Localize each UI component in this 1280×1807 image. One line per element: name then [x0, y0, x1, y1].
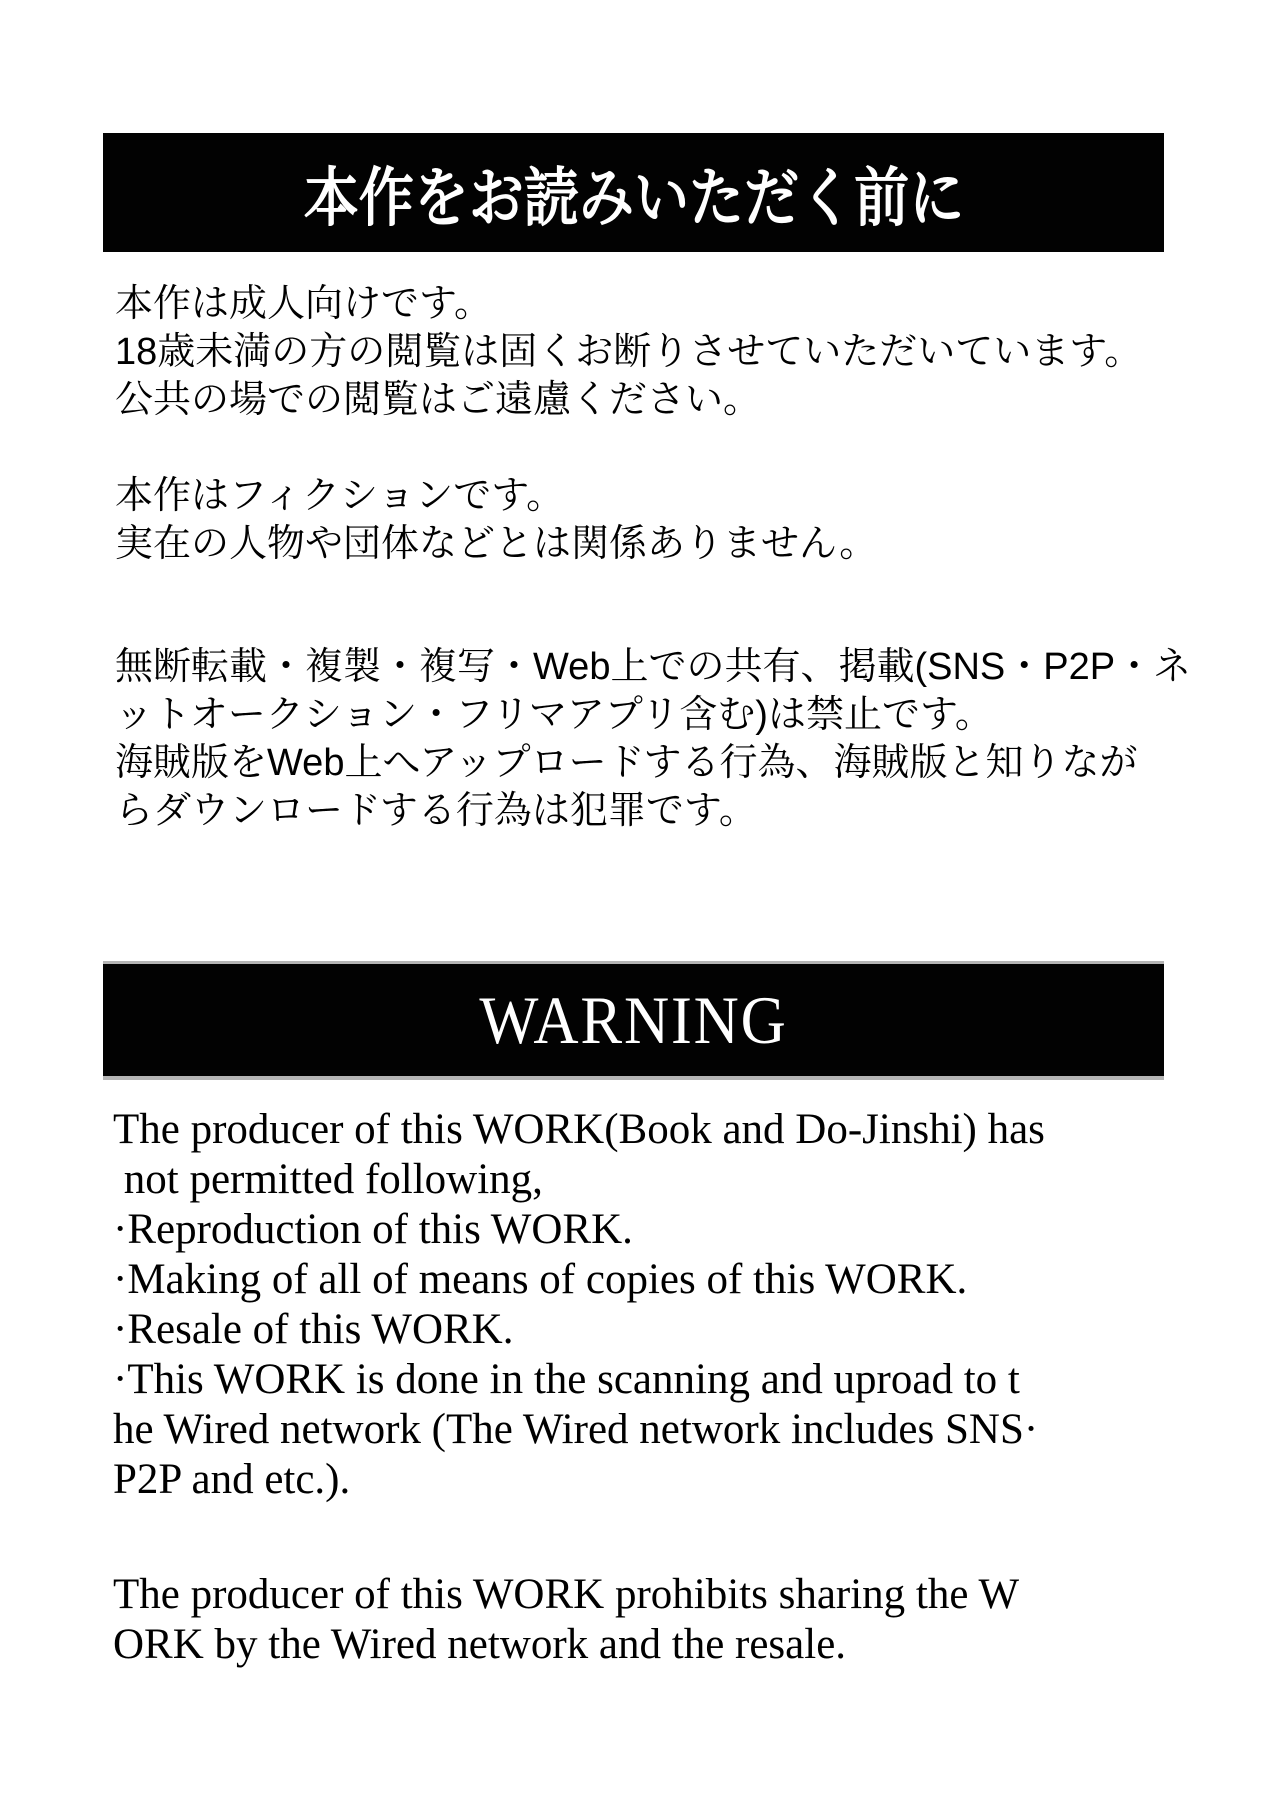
paragraph [115, 643, 1191, 835]
text-line: らダウンロードする行為は犯罪です。 [115, 790, 757, 832]
paragraph [113, 1570, 1045, 1670]
paragraph [115, 280, 1191, 424]
text-line: not permitted following, [113, 1156, 543, 1203]
text-line: 実在の人物や団体などとは関係ありません。 [115, 523, 878, 565]
text-line: 無断転載・複製・複写・Web上での共有、掲載(SNS・P2P・ネ [115, 646, 1192, 688]
text-line: P2P and etc.). [113, 1456, 351, 1503]
text-line: 公共の場での閲覧はご遠慮ください。 [115, 379, 762, 421]
text-line: 本作は成人向けです。 [115, 283, 492, 325]
text-line: 海賊版をWeb上へアップロードする行為、海賊版と知りなが [115, 742, 1138, 784]
paragraph [113, 1105, 1045, 1505]
text-line: ·Reproduction of this WORK. [113, 1206, 633, 1253]
jp-notice-text [115, 280, 1191, 883]
warning-banner-title: WARNING [479, 981, 788, 1058]
text-line: The producer of this WORK(Book and Do-Jinshi) has [113, 1106, 1045, 1153]
jp-notice-banner-title: 本作をお読みいただく前に [303, 161, 964, 234]
text-line: ·This WORK is done in the scanning and uproad to t [113, 1356, 1020, 1403]
text-line: ORK by the Wired network and the resale. [113, 1621, 847, 1668]
warning-banner [103, 961, 1164, 1080]
text-line: 本作はフィクションです。 [115, 475, 565, 517]
en-warning-text [113, 1105, 1045, 1735]
text-line: ットオークション・フリマアプリ含む)は禁止です。 [115, 694, 993, 736]
text-line: The producer of this WORK prohibits sharing the W [113, 1571, 1020, 1618]
text-line: 18歳未満の方の閲覧は固くお断りさせていただいています。 [115, 331, 1143, 373]
jp-notice-banner [103, 133, 1164, 252]
text-line: he Wired network (The Wired network includes SNS· [113, 1406, 1039, 1453]
paragraph [115, 472, 1191, 568]
text-line: ·Making of all of means of copies of this WORK. [113, 1256, 968, 1303]
text-line: ·Resale of this WORK. [113, 1306, 514, 1353]
